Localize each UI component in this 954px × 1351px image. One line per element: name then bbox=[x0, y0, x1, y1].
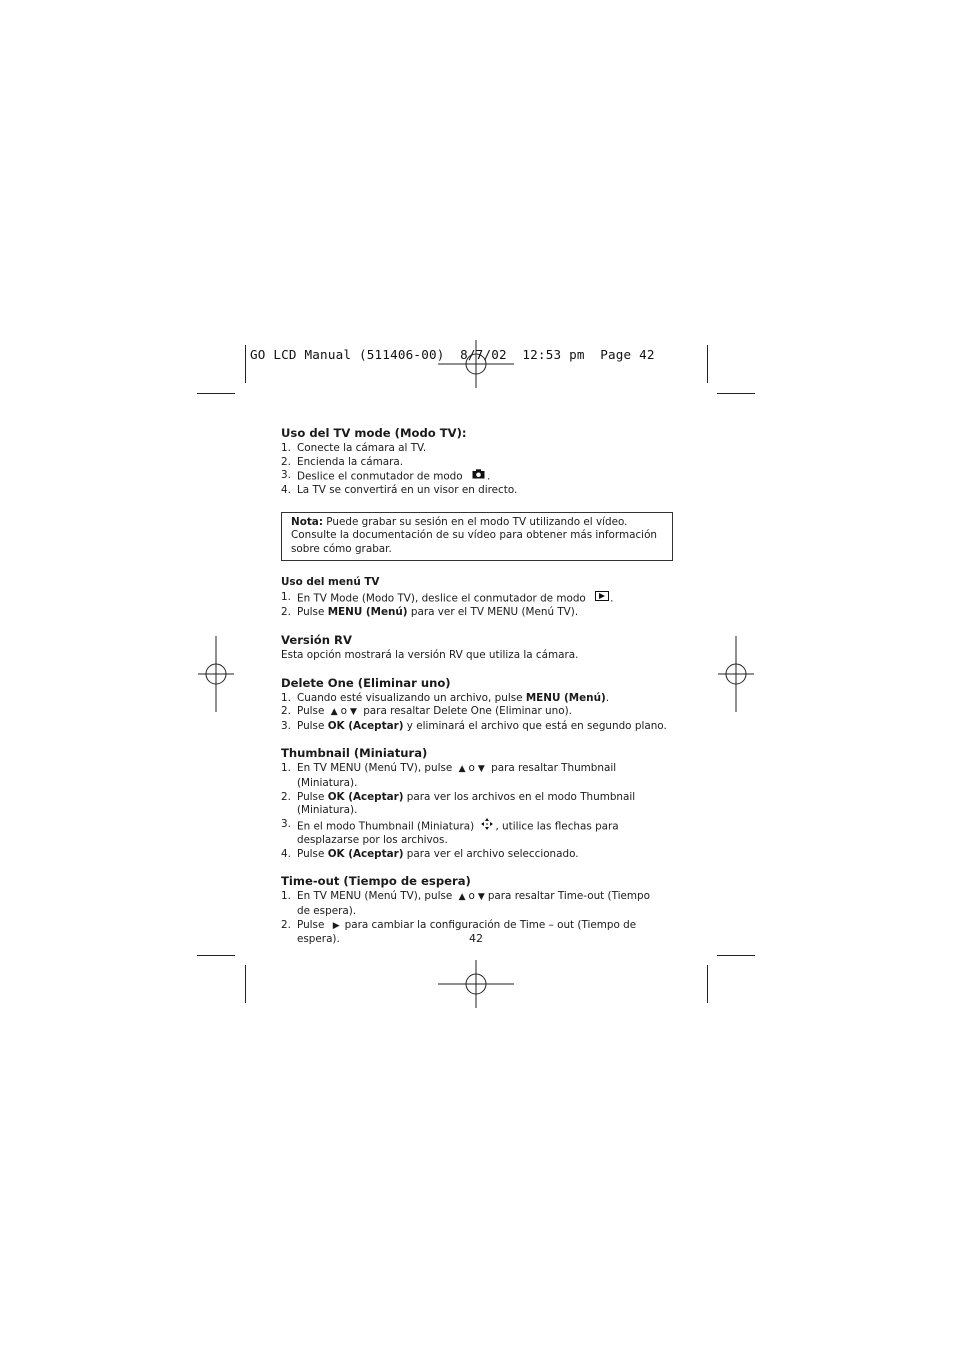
page-content bbox=[281, 426, 673, 947]
list-item: 1. Conecte la cámara al TV. bbox=[281, 442, 427, 454]
note-text: Puede grabar su sesión en el modo TV utilizando el vídeo. Consulte la documentación de su vídeo para obtener más información sobre cómo grabar. bbox=[291, 515, 658, 555]
list-item: 4. Pulse OK (Aceptar) para ver el archivo seleccionado. bbox=[281, 847, 579, 860]
delete-steps bbox=[281, 692, 673, 734]
list-item: 3. Pulse OK (Aceptar) y eliminará el archivo que está en segundo plano. bbox=[281, 719, 667, 732]
crop-mark bbox=[717, 393, 755, 394]
note-label: Nota: bbox=[291, 515, 323, 528]
crop-mark bbox=[707, 345, 708, 383]
note-box bbox=[281, 512, 673, 562]
list-item: 4. La TV se convertirá en un visor en directo. bbox=[281, 484, 518, 497]
print-slug: GO LCD Manual (511406-00) 8/7/02 12:53 pm Page 42 bbox=[250, 347, 655, 362]
page-number: 42 bbox=[469, 932, 483, 945]
list-item: 3. En el modo Thumbnail (Miniatura) , utilice las flechas para desplazarse por los archivos. bbox=[281, 817, 619, 847]
arrow-right-icon: ▶ bbox=[332, 920, 340, 931]
arrow-down-icon: ▼ bbox=[477, 892, 485, 903]
crop-mark bbox=[245, 345, 246, 383]
camera-icon bbox=[472, 469, 485, 484]
section-title-timeout: Time-out (Tiempo de espera) bbox=[281, 874, 471, 889]
tv-mode-steps bbox=[281, 442, 673, 498]
list-item: 1. En TV MENU (Menú TV), pulse ▲ o ▼ para resaltar Time-out (Tiempo de espera). bbox=[281, 890, 650, 918]
crop-mark bbox=[717, 955, 755, 956]
thumbnail-steps bbox=[281, 762, 673, 861]
section-title-tv-mode: Uso del TV mode (Modo TV): bbox=[281, 426, 467, 440]
registration-mark-left bbox=[178, 636, 254, 712]
list-item: 1. En TV Mode (Modo TV), deslice el conmutador de modo . bbox=[281, 591, 614, 605]
list-item: 2. Pulse ▲ o ▼ para resaltar Delete One (Eliminar uno). bbox=[281, 705, 673, 720]
menu-tv-steps bbox=[281, 591, 673, 619]
list-item: 3. Deslice el conmutador de modo . bbox=[281, 469, 491, 483]
section-title-version: Versión RV bbox=[281, 632, 352, 647]
crop-mark bbox=[197, 955, 235, 956]
arrow-down-icon: ▼ bbox=[477, 764, 485, 775]
playback-icon bbox=[595, 591, 609, 606]
section-title-delete-one: Delete One (Eliminar uno) bbox=[281, 675, 451, 690]
four-way-arrows-icon bbox=[481, 818, 493, 835]
arrow-up-icon: ▲ bbox=[330, 707, 338, 718]
registration-mark-top bbox=[438, 326, 514, 402]
list-item: 1. En TV MENU (Menú TV), pulse ▲ o ▼ para resaltar Thumbnail (Miniatura). bbox=[281, 762, 617, 789]
arrow-down-icon: ▼ bbox=[349, 707, 357, 718]
section-title-menu-tv: Uso del menú TV bbox=[281, 576, 380, 589]
registration-mark-right bbox=[698, 636, 774, 712]
list-item: 2. Pulse MENU (Menú) para ver el TV MENU (Menú TV). bbox=[281, 606, 579, 619]
registration-mark-bottom bbox=[438, 946, 514, 1022]
version-text: Esta opción mostrará la versión RV que utiliza la cámara. bbox=[281, 648, 579, 661]
list-item: 2. Pulse ▶ para cambiar la configuración de Time – out (Tiempo de espera). bbox=[281, 918, 637, 946]
list-item: 1. Cuando esté visualizando un archivo, pulse MENU (Menú). bbox=[281, 691, 610, 704]
list-item: 2. Pulse OK (Aceptar) para ver los archivos en el modo Thumbnail (Miniatura). bbox=[281, 790, 636, 817]
arrow-up-icon: ▲ bbox=[458, 892, 466, 903]
crop-mark bbox=[245, 965, 246, 1003]
crop-mark bbox=[197, 393, 235, 394]
crop-mark bbox=[707, 965, 708, 1003]
section-title-thumbnail: Thumbnail (Miniatura) bbox=[281, 746, 428, 761]
list-item: 2. Encienda la cámara. bbox=[281, 455, 404, 468]
arrow-up-icon: ▲ bbox=[458, 764, 466, 775]
